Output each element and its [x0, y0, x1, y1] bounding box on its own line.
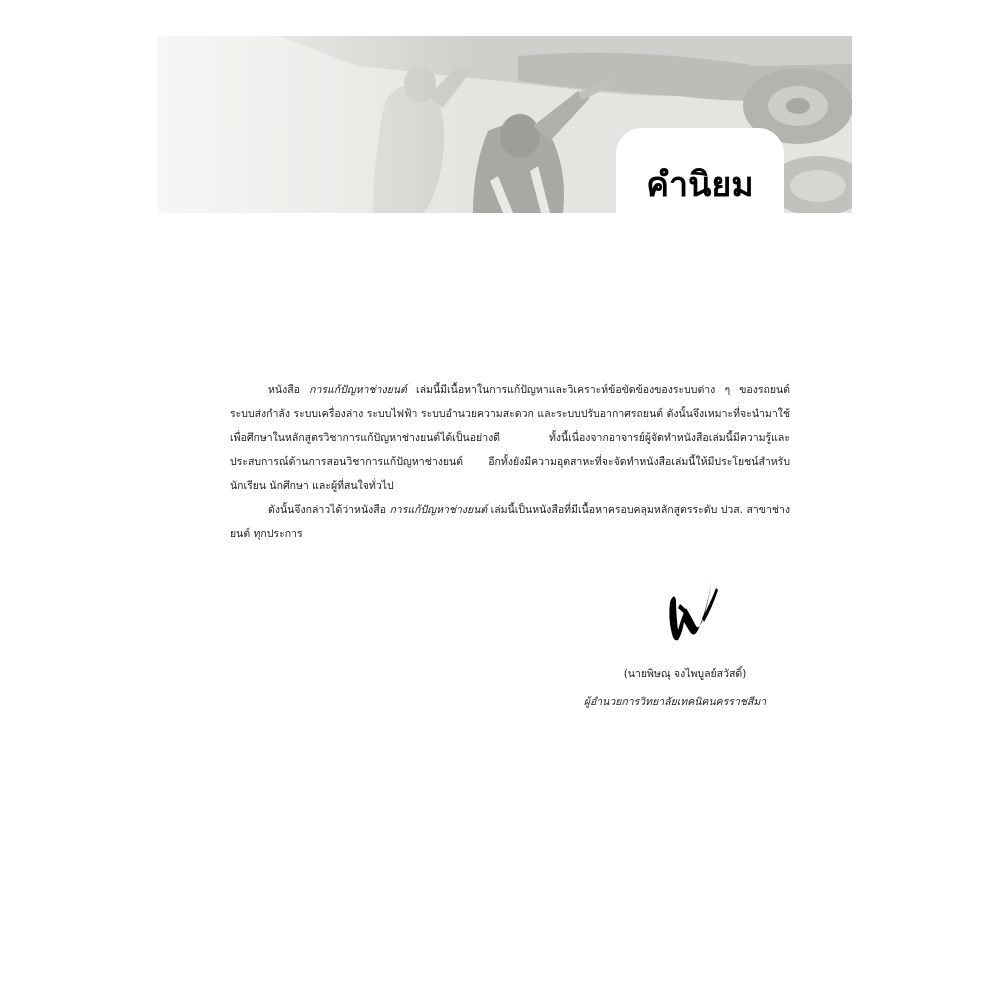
page-title: คำนิยม [646, 165, 754, 205]
paragraph-2-lead: ดังนั้นจึงกล่าวได้ว่าหนังสือ [268, 504, 390, 516]
handwritten-signature [662, 574, 722, 646]
paragraph-1 [230, 378, 790, 498]
paragraph-2-book-title: การแก้ปัญหาช่างยนต์ [389, 504, 488, 516]
signer-name: (นายพิษณุ จงไพบูลย์สวัสดิ์) [623, 668, 747, 680]
foreword-body [230, 378, 790, 546]
paragraph-1-rest: เล่มนี้มีเนื้อหาในการแก้ปัญหาและวิเคราะห์ข้อขัดข้องของระบบต่าง ๆ ของรถยนต์ ระบบส่งกำลัง ระบบเครื่องล่าง ระบบไฟฟ้า ระบบอำนวยความสะดวก และระบบปรับอากาศรถยนต์ ดังนั้นจึงเหมาะที่จะนำมาใช้เพื่อศึกษาในหลักสูตรวิชาการแก้ปัญหาช่างยนต์ได้เป็นอย่างดี ทั้งนี้เนื่องจากอาจารย์ผู้จัดทำหนังสือเล่มนี้มีความรู้และประสบการณ์ด้านการสอนวิชาการแก้ปัญหาช่างยนต์ อีกทั้งยังมีความอุตสาหะที่จะจัดทำหนังสือเล่มนี้ให้มีประโยชน์สำหรับนักเรียน นักศึกษา และผู้ที่สนใจทั่วไป [230, 384, 791, 492]
paragraph-1-book-title: การแก้ปัญหาช่างยนต์ [309, 384, 407, 396]
signer-position: ผู้อำนวยการวิทยาลัยเทคนิคนครราชสีมา [583, 696, 767, 708]
paragraph-1-lead: หนังสือ [268, 384, 310, 396]
paragraph-2 [230, 498, 790, 546]
paragraph-2-rest: เล่มนี้เป็นหนังสือที่มีเนื้อหาครอบคลุมหลักสูตรระดับ ปวส. สาขาช่างยนต์ ทุกประการ [230, 504, 790, 540]
